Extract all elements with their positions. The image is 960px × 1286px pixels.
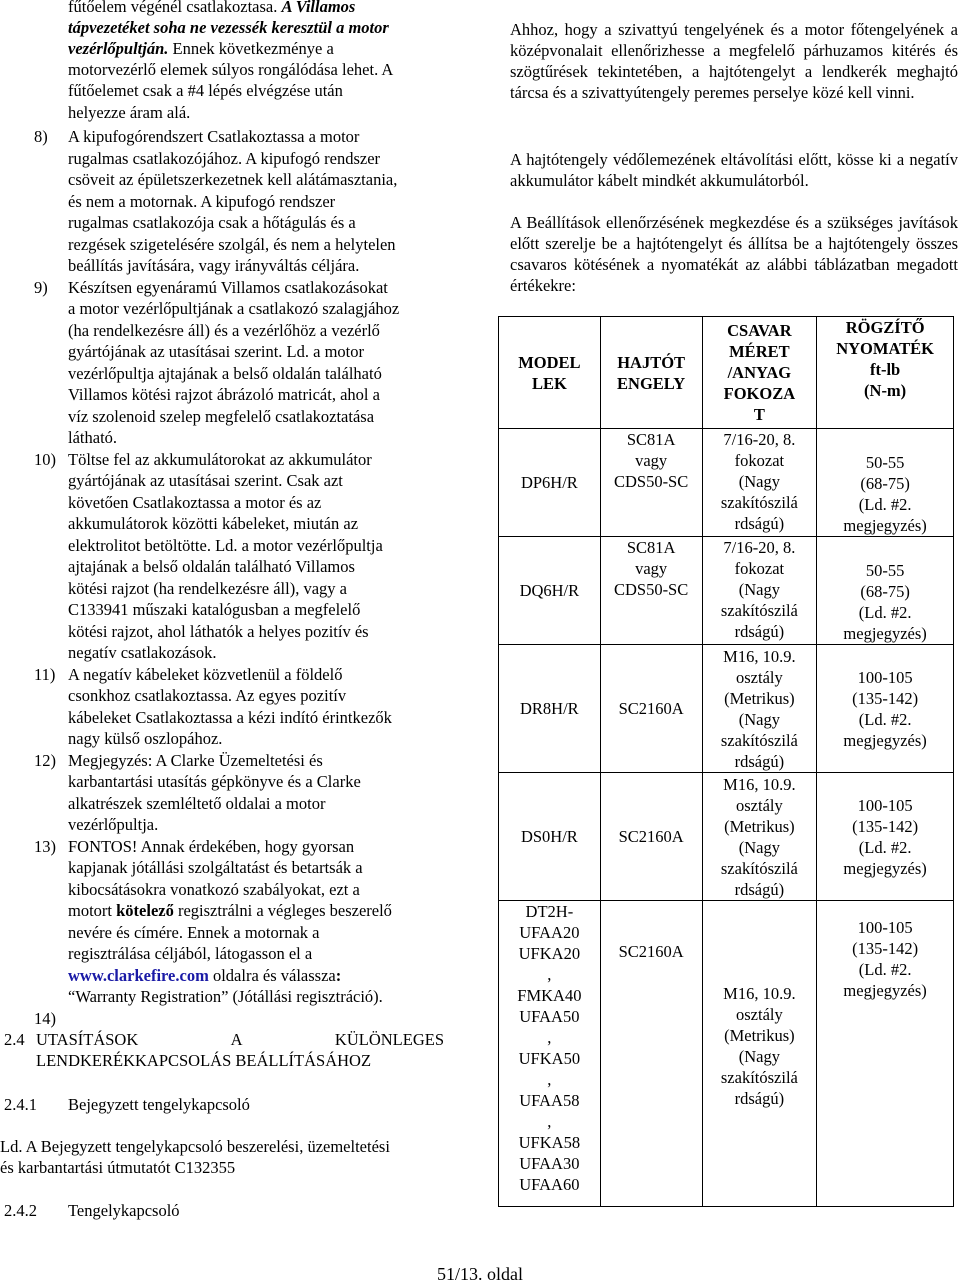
section-title: Bejegyzett tengelykapcsoló — [68, 1095, 250, 1114]
note-text: és karbantartási útmutatót C132355 — [0, 1158, 236, 1177]
list-item-line: FONTOS! Annak érdekében, hogy gyorsan — [68, 837, 355, 856]
list-item-line: rugalmas csatlakozójához. A kipufogó rendszer — [68, 149, 381, 168]
note-text: Ld. A Bejegyzett tengelykapcsoló beszerelési, üzemeltetési — [0, 1137, 390, 1156]
list-item-line: gyártójának az utasításai szerint. Csak azt — [68, 471, 343, 490]
list-number: 8) — [34, 127, 48, 146]
table-row — [499, 537, 954, 645]
intro-text: fűtőelemet csak a #4 lépés elvégzése után — [68, 81, 343, 100]
list-item-line: beállítás javítására, vagy irányváltás céljára. — [68, 256, 360, 275]
list-item-line: kötési rajzot (ha rendelkezésre áll), vagy a — [68, 579, 347, 598]
section-title: Tengelykapcsoló — [68, 1201, 180, 1220]
paragraph: A hajtótengely védőlemezének eltávolítási előtt, kösse ki a negatív akkumulátor kábelt mindkét akkumulátorból. — [510, 150, 958, 190]
list-item-line: akkumulátorok közötti kábeleket, miután az — [68, 514, 359, 533]
list-item-line: kapjanak jótállási szolgáltatást és betartsák a — [68, 858, 363, 877]
list-item-line: nevére és címére. Ennek a motornak a — [68, 923, 320, 942]
paragraph: A Beállítások ellenőrzésének megkezdése és a szükséges javítások előtt szerelje be a hajtótengelyt és állítsa be a hajtótengely összes csavaros kötésének a nyomatékát az alábbi táblázatban megadott értékekre: — [510, 213, 958, 295]
section-heading: LENDKERÉKKAPCSOLÁS BEÁLLÍTÁSÁHOZ — [36, 1051, 372, 1070]
list-number: 9) — [34, 278, 48, 297]
cell-model: DQ6H/R — [499, 537, 601, 645]
list-item-line: elektrolitot betöltötte. Ld. a motor vezérlőpultja — [68, 536, 383, 555]
intro-warning-cont: vezérlőpultján. Ennek következménye a — [68, 39, 334, 58]
list-item-line: rezgések szigetelésére szolgál, és nem a helytelen — [68, 235, 396, 254]
cell-model: DT2H- UFAA20 UFKA20 , FMKA40 UFAA50 , UFKA50 , UFAA58 , UFKA58 UFAA30 UFAA60 — [499, 901, 601, 1207]
list-item-line: www.clarkefire.com oldalra és válassza: — [68, 966, 342, 985]
list-item-line: vezérlőpultja. — [68, 815, 159, 834]
cell-shaft: SC81A vagy CDS50-SC — [600, 537, 702, 645]
section-heading: UTASÍTÁSOK A KÜLÖNLEGES — [36, 1030, 444, 1049]
list-item-line: nagy külső oszlopához. — [68, 729, 223, 748]
list-item-line: A kipufogórendszert Csatlakoztassa a motor — [68, 127, 360, 146]
table-header-row — [499, 317, 954, 429]
list-item-line: kötési rajzot, ahol láthatók a helyes pozitív és — [68, 622, 369, 641]
list-item-line: motort kötelező regisztrálni a végleges beszerelő — [68, 901, 392, 920]
cell-model: DS0H/R — [499, 773, 601, 901]
header-cell-torque: RÖGZÍTŐ NYOMATÉK ft-lb (N-m) — [817, 317, 954, 429]
intro-text: motorvezérlő elemek súlyos rongálódása lehet. A — [68, 60, 394, 79]
table-row — [499, 773, 954, 901]
cell-shaft: SC2160A — [600, 901, 702, 1207]
section-number: 2.4.1 — [4, 1095, 37, 1114]
list-item-line: Megjegyzés: A Clarke Üzemeltetési és — [68, 751, 323, 770]
list-item-line: alkatrészek szemléltető oldalai a motor — [68, 794, 326, 813]
list-item-line: Villamos kötési rajzot ábrázoló matricát, ahol a — [68, 385, 380, 404]
cell-torque: 100-105 (135-142) (Ld. #2. megjegyzés) — [817, 901, 954, 1207]
cell-torque: 50-55 (68-75) (Ld. #2. megjegyzés) — [817, 537, 954, 645]
list-item-line: negatív csatlakozások. — [68, 643, 217, 662]
torque-spec-table — [498, 316, 954, 1207]
list-item-line: és nem a motornak. A kipufogó rendszer — [68, 192, 336, 211]
page-number: 51/13. oldal — [437, 1264, 523, 1284]
list-item-line: csöveit az épületszerkezetnek kell alátámasztania, — [68, 170, 398, 189]
list-item-line: kibocsátásokra vonatkozó szabályokat, ezt a — [68, 880, 360, 899]
intro-text: fűtőelem végénél csatlakoztasa. A Villamos — [68, 0, 356, 16]
cell-bolt: M16, 10.9. osztály (Metrikus) (Nagy szakítószilá rdságú) — [702, 645, 817, 773]
section-number: 2.4 — [4, 1030, 25, 1049]
cell-model: DR8H/R — [499, 645, 601, 773]
list-item-line: “Warranty Registration” (Jótállási regisztráció). — [68, 987, 383, 1006]
list-item-line: vezérlőpultja ajtajának a belső oldalán található — [68, 364, 382, 383]
cell-model: DP6H/R — [499, 429, 601, 537]
list-item-line: ajtajának a belső oldalán található Villamos — [68, 557, 355, 576]
cell-torque: 50-55 (68-75) (Ld. #2. megjegyzés) — [817, 429, 954, 537]
cell-torque: 100-105 (135-142) (Ld. #2. megjegyzés) — [817, 773, 954, 901]
cell-shaft: SC2160A — [600, 645, 702, 773]
list-item-line: víz szolenoid szelep megfelelő csatlakoztatása — [68, 407, 375, 426]
list-number: 11) — [34, 665, 56, 684]
list-number: 12) — [34, 751, 56, 770]
list-item-line: kábeleket Csatlakoztassa a kézi indító érintkezők — [68, 708, 392, 727]
section-number: 2.4.2 — [4, 1201, 37, 1220]
header-cell-shaft: HAJTÓT ENGELY — [600, 317, 702, 429]
list-item-line: gyártójának az utasításai szerint. Ld. a motor — [68, 342, 364, 361]
cell-shaft: SC2160A — [600, 773, 702, 901]
list-item-line: karbantartási utasítás gépkönyve és a Clarke — [68, 772, 361, 791]
list-item-line: regisztrálása céljából, látogasson el a — [68, 944, 313, 963]
list-item-line: C133941 műszaki katalógusban a megfelelő — [68, 600, 361, 619]
list-number: 10) — [34, 450, 56, 469]
list-item-line: látható. — [68, 428, 118, 447]
table-row — [499, 429, 954, 537]
list-item-line: csonkhoz csatlakoztassa. Az egyes pozitív — [68, 686, 347, 705]
list-item-line: Töltse fel az akkumulátorokat az akkumulátor — [68, 450, 372, 469]
table-row — [499, 645, 954, 773]
cell-bolt: M16, 10.9. osztály (Metrikus) (Nagy szakítószilá rdságú) — [702, 773, 817, 901]
intro-warning: tápvezetéket soha ne vezessék keresztül a motor — [68, 18, 389, 37]
header-cell-model: MODEL LEK — [499, 317, 601, 429]
cell-bolt: 7/16-20, 8. fokozat (Nagy szakítószilá rdságú) — [702, 429, 817, 537]
cell-bolt: 7/16-20, 8. fokozat (Nagy szakítószilá rdságú) — [702, 537, 817, 645]
list-item-line: követően Csatlakoztassa a motor és az — [68, 493, 322, 512]
clarkefire-link[interactable]: www.clarkefire.com — [68, 966, 209, 985]
intro-text: helyezze áram alá. — [68, 103, 191, 122]
cell-torque: 100-105 (135-142) (Ld. #2. megjegyzés) — [817, 645, 954, 773]
list-number: 13) — [34, 837, 56, 856]
list-item-line: A negatív kábeleket közvetlenül a földelő — [68, 665, 343, 684]
header-cell-bolt: CSAVAR MÉRET /ANYAG FOKOZA T — [702, 317, 817, 429]
paragraph: Ahhoz, hogy a szivattyú tengelyének és a motor főtengelyének a középvonalait ellenőrizhesse a megfelelő párhuzamos kitérés és szögtűrések tekintetében, a hajtótengelyt a lendkerék meghajtó tárcsa és a szivattyútengely peremes perselye közé kell vinni. — [510, 20, 958, 102]
cell-shaft: SC81A vagy CDS50-SC — [600, 429, 702, 537]
table-row — [499, 901, 954, 1207]
list-item-line: rugalmas csatlakozója csak a hőtágulás és a — [68, 213, 356, 232]
list-item-line: Készítsen egyenáramú Villamos csatlakozásokat — [68, 278, 388, 297]
list-number: 14) — [34, 1009, 56, 1028]
list-item-line: (ha rendelkezésre áll) és a vezérlőhöz a vezérlő — [68, 321, 380, 340]
cell-bolt: M16, 10.9. osztály (Metrikus) (Nagy szakítószilá rdságú) — [702, 901, 817, 1207]
list-item-line: a motor vezérlőpultjának a csatlakozó szalagjához — [68, 299, 400, 318]
